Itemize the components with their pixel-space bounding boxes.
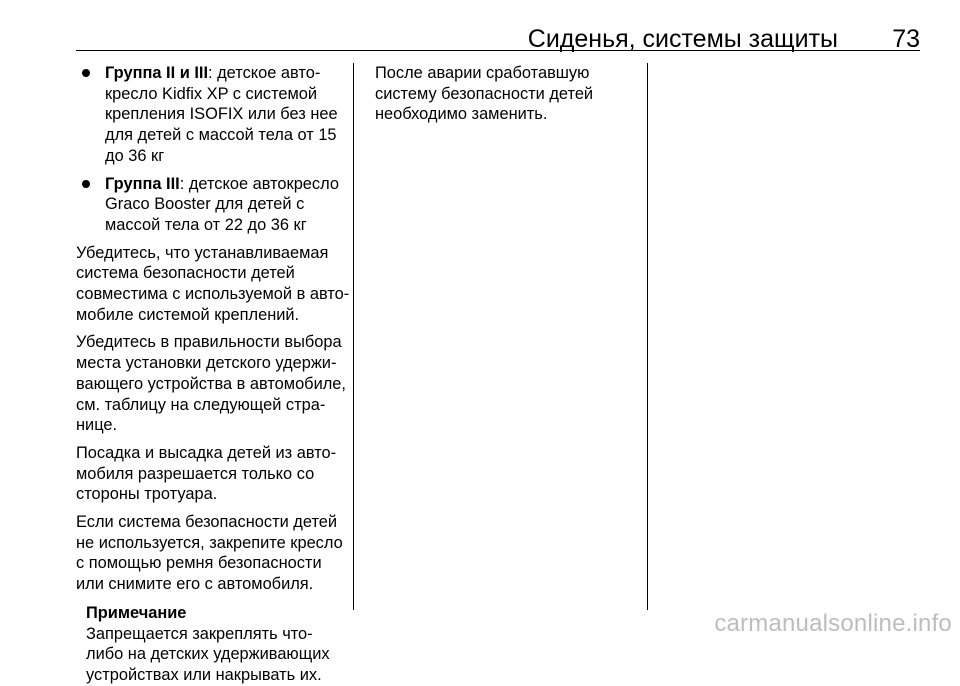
paragraph-line: После аварии сработавшую bbox=[375, 64, 590, 82]
list-item-text: : детское автокресло bbox=[179, 174, 339, 193]
paragraph-line: Если система безопасности детей bbox=[76, 513, 338, 532]
page-number: 73 bbox=[892, 25, 920, 53]
paragraph-line: вающего устройства в автомобиле, bbox=[76, 374, 346, 393]
section-title: Сиденья, системы защиты bbox=[527, 25, 838, 53]
paragraph-after-accident bbox=[375, 63, 637, 125]
paragraph-line: система безопасности детей bbox=[76, 264, 295, 283]
middle-column bbox=[375, 63, 637, 132]
paragraph-line: не используется, закрепите кресло bbox=[76, 533, 343, 552]
paragraph-line: места установки детского удержи- bbox=[76, 354, 337, 373]
list-item-text: : детское авто- bbox=[208, 64, 321, 82]
column-divider-right bbox=[647, 63, 648, 610]
paragraph-line: Убедитесь, что устанавливаемая bbox=[76, 243, 329, 262]
paragraph-line: совместима с используемой в авто- bbox=[76, 285, 350, 304]
note-line: Запрещается закреплять что- bbox=[86, 624, 313, 643]
group-label: Группа II и III bbox=[105, 64, 209, 82]
paragraph-line: мобиля разрешается только со bbox=[76, 464, 315, 483]
list-item-text: Graco Booster для детей с bbox=[105, 195, 305, 214]
list-item bbox=[76, 174, 350, 236]
paragraph-compatibility bbox=[76, 243, 350, 326]
watermark: carmanualsonline.info bbox=[714, 610, 952, 637]
paragraph-line: см. таблицу на следующей стра- bbox=[76, 395, 326, 414]
paragraph-line: систему безопасности детей bbox=[375, 84, 594, 103]
list-item bbox=[76, 63, 350, 167]
column-divider-left bbox=[353, 63, 354, 610]
paragraph-line: нице. bbox=[76, 416, 118, 435]
note-line: устройствах или накрывать их. bbox=[86, 665, 322, 684]
header-rule bbox=[76, 50, 920, 51]
paragraph-line: с помощью ремня безопасности bbox=[76, 554, 322, 573]
bullet-icon bbox=[82, 180, 90, 188]
paragraph-placement bbox=[76, 332, 350, 436]
note-block bbox=[86, 603, 350, 686]
paragraph-boarding bbox=[76, 443, 350, 505]
paragraph-line: Посадка и высадка детей из авто- bbox=[76, 443, 337, 462]
paragraph-unused-seat bbox=[76, 512, 350, 595]
note-line: либо на детских удерживающих bbox=[86, 645, 330, 664]
list-item-text: для детей с массой тела от 15 bbox=[105, 126, 337, 145]
bullet-icon bbox=[82, 69, 90, 77]
paragraph-line: мобиле системой креплений. bbox=[76, 305, 300, 324]
list-item-text: массой тела от 22 до 36 кг bbox=[105, 215, 307, 234]
paragraph-line: стороны тротуара. bbox=[76, 485, 218, 504]
group-label: Группа III bbox=[105, 174, 180, 193]
note-title: Примечание bbox=[86, 603, 187, 622]
paragraph-line: Убедитесь в правильности выбора bbox=[76, 333, 342, 352]
paragraph-line: необходимо заменить. bbox=[375, 105, 548, 124]
list-item-text: крепления ISOFIX или без нее bbox=[105, 105, 338, 124]
list-item-text: кресло Kidfix XP с системой bbox=[105, 84, 318, 103]
paragraph-line: или снимите его с автомобиля. bbox=[76, 575, 314, 594]
left-column bbox=[76, 63, 350, 686]
child-seat-group-list bbox=[76, 63, 350, 236]
list-item-text: до 36 кг bbox=[105, 146, 165, 165]
